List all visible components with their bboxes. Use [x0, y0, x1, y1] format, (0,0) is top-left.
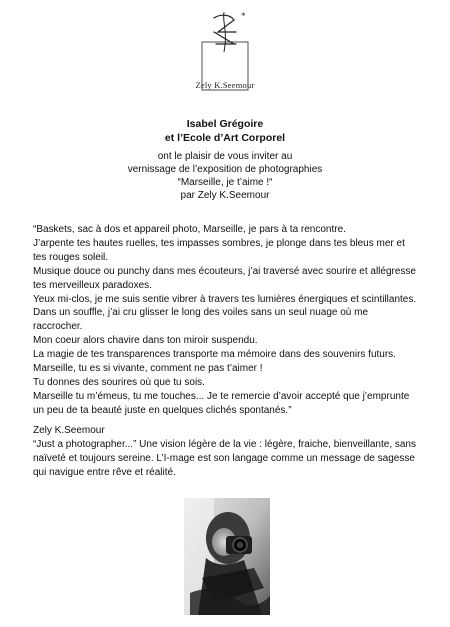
- poem-line: Yeux mi-clos, je me suis sentie vibrer à travers tes lumières énergiques et scintillantes.: [33, 293, 417, 305]
- invite-line-4: par Zely K.Seemour: [180, 190, 270, 201]
- svg-text:*: *: [241, 11, 246, 21]
- logo: [186, 8, 264, 92]
- poem-line: Tu donnes des sourires où que tu sois.: [33, 376, 205, 388]
- poem-line: Marseille tu m’émeus, tu me touches... Je te remercie d’avoir accepté que j’emprunte un peu de ta beauté juste en quelques clichés spontanés.”: [33, 390, 410, 416]
- bio-text: “Just a photographer...” Une vision légère de la vie : légère, fraiche, bienveillante, sans naïveté et toujours sereine. L’I-mage est son langage comme un message de sagesse qui navigue entre rêve et réalité.: [33, 438, 416, 478]
- invite-line-2: vernissage de l’exposition de photographies: [127, 164, 323, 175]
- photographer-portrait-bw: [184, 498, 270, 615]
- poem-line: Marseille, tu es si vivante, comment ne pas t’aimer !: [33, 363, 263, 375]
- poem-line: Musique douce ou punchy dans mes écouteurs, j’ai traversé avec sourire et allégresse tes merveilleux paradoxes.: [33, 265, 416, 291]
- bio-name: Zely K.Seemour: [33, 425, 105, 436]
- photographer-portrait: [184, 498, 270, 615]
- poem-line: Dans un souffle, j’ai cru glisser le long des voiles sans un seul nuage où me raccrocher.: [33, 307, 369, 333]
- bio: [33, 424, 417, 480]
- poem-line: Mon coeur alors chavire dans ton miroir suspendu.: [33, 335, 258, 347]
- poem-line: “Baskets, sac à dos et appareil photo, Marseille, je pars à ta rencontre.: [33, 224, 346, 235]
- poem-line: J’arpente tes hautes ruelles, tes impasses sombres, je plonge dans tes bleus mer et tes rouges soleil.: [33, 237, 405, 263]
- host-line-1: Isabel Grégoire: [186, 118, 264, 130]
- invite-line-3: “Marseille, je t’aime !“: [177, 177, 273, 188]
- poem-text: [33, 223, 417, 418]
- logo-wordmark: Zely K.Seemour: [195, 80, 255, 90]
- poem-line: La magie de tes transparences transporte ma mémoire dans des souvenirs futurs.: [33, 349, 396, 361]
- host-line-2: et l’Ecole d’Art Corporel: [164, 132, 286, 144]
- invite-line-1: ont le plaisir de vous inviter au: [157, 151, 293, 162]
